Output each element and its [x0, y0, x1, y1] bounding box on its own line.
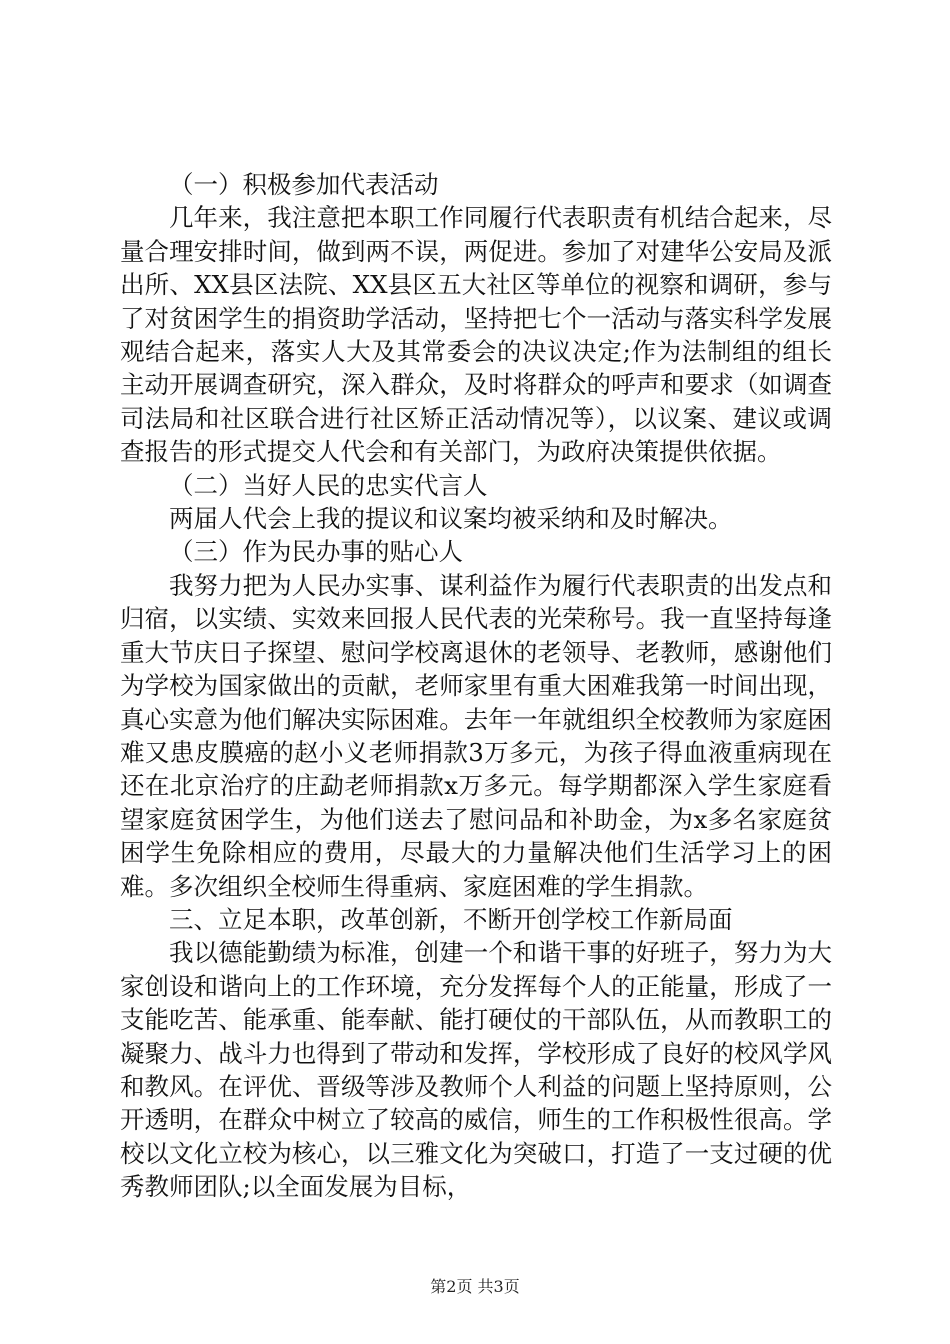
- paragraph-3: 我努力把为人民办实事、谋利益作为履行代表职责的出发点和归宿，以实绩、实效来回报人民代表的光荣称号。我一直坚持每逢重大节庆日子探望、慰问学校离退休的老领导、老教师，感谢他们为学校为国家做出的贡献，老师家里有重大困难我第一时间出现，真心实意为他们解决实际困难。去年一年就组织全校教师为家庭困难又患皮膜癌的赵小义老师捐款3万多元，为孩子得血液重病现在还在北京治疗的庄勐老师捐款x万多元。每学期都深入学生家庭看望家庭贫困学生，为他们送去了慰问品和补助金，为x多名家庭贫困学生免除相应的费用，尽最大的力量解决他们生活学习上的困难。多次组织全校师生得重病、家庭困难的学生捐款。: [120, 570, 832, 901]
- section-heading-2: （二）当好人民的忠实代言人: [169, 470, 488, 500]
- paragraph-1: 几年来，我注意把本职工作同履行代表职责有机结合起来，尽量合理安排时间，做到两不误，两促进。参加了对建华公安局及派出所、XX县区法院、XX县区五大社区等单位的视察和调研，参与了对贫困学生的捐资助学活动，坚持把七个一活动与落实科学发展观结合起来，落实人大及其常委会的决议决定;作为法制组的组长主动开展调查研究，深入群众，及时将群众的呼声和要求（如调查司法局和社区联合进行社区矫正活动情况等），以议案、建议或调查报告的形式提交人代会和有关部门，为政府决策提供依据。: [120, 203, 832, 467]
- section-heading-main-3: 三、立足本职，改革创新，不断开创学校工作新局面: [169, 904, 733, 934]
- paragraph-2: 两届人代会上我的提议和议案均被采纳和及时解决。: [169, 504, 733, 534]
- section-heading-1: （一）积极参加代表活动: [169, 170, 439, 199]
- page-number-footer: 第2页 共3页: [430, 1277, 520, 1296]
- document-body: [120, 168, 832, 1204]
- section-heading-3: （三）作为民办事的贴心人: [169, 537, 463, 567]
- paragraph-4: 我以德能勤绩为标准，创建一个和谐干事的好班子，努力为大家创设和谐向上的工作环境，充分发挥每个人的正能量，形成了一支能吃苦、能承重、能奉献、能打硬仗的干部队伍，从而教职工的凝聚力、战斗力也得到了带动和发挥，学校形成了良好的校风学风和教风。在评优、晋级等涉及教师个人利益的问题上坚持原则，公开透明，在群众中树立了较高的威信，师生的工作积极性很高。学校以文化立校为核心，以三雅文化为突破口，打造了一支过硬的优秀教师团队;以全面发展为目标，: [120, 938, 832, 1202]
